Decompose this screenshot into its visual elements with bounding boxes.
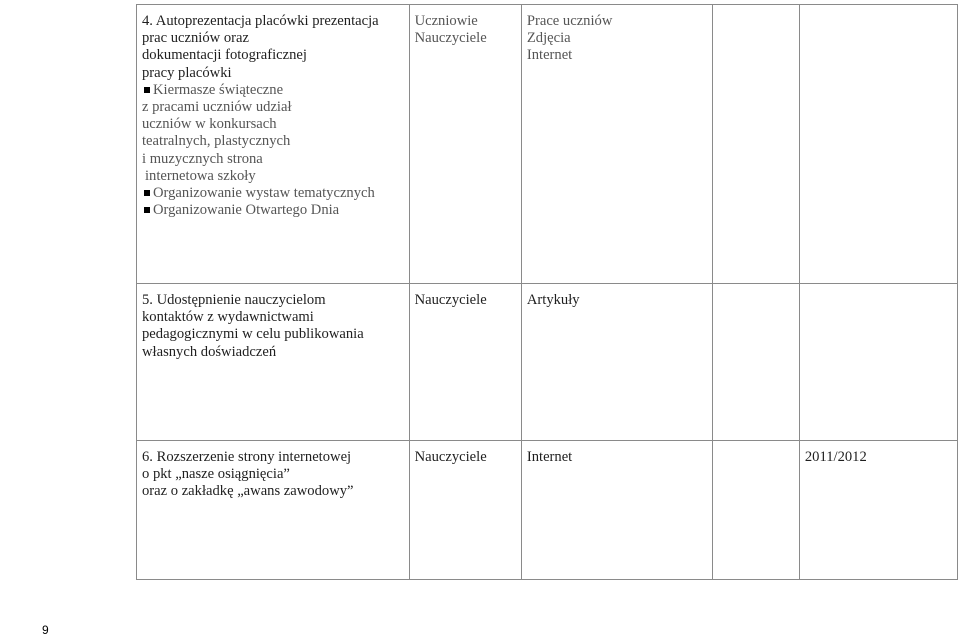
- deadline-cell: [712, 441, 799, 580]
- notes-cell: [799, 284, 957, 441]
- activity-line: z pracami uczniów udział: [142, 99, 292, 116]
- notes-cell: [799, 441, 957, 580]
- activity-line: uczniów w konkursach: [142, 116, 277, 133]
- activity-line: 4. Autoprezentacja placówki prezentacja: [142, 13, 379, 29]
- table-row: [137, 284, 958, 441]
- means-line: Internet: [526, 449, 573, 465]
- means-line: Artykuły: [526, 292, 580, 308]
- responsible-line: Nauczyciele: [414, 30, 487, 47]
- activity-line: własnych doświadczeń: [142, 343, 277, 360]
- bullet-item: Organizowanie Otwartego Dnia: [142, 202, 404, 219]
- activity-line: dokumentacji fotograficznej: [142, 47, 307, 64]
- activity-line: pracy placówki: [142, 64, 232, 81]
- activity-line: prac uczniów oraz: [142, 30, 249, 47]
- responsible-line: Nauczyciele: [414, 449, 487, 465]
- activity-line: kontaktów z wydawnictwami: [142, 309, 314, 326]
- notes-cell: [799, 5, 957, 284]
- responsible-line: Nauczyciele: [414, 292, 487, 308]
- activity-line: oraz o zakładkę „awans zawodowy”: [142, 483, 354, 500]
- page-number: 9: [42, 623, 49, 637]
- activity-cell: [137, 284, 410, 441]
- table-row: [137, 5, 958, 284]
- bullet-item: Organizowanie wystaw tematycznych: [142, 185, 404, 202]
- activity-line: teatralnych, plastycznych: [142, 133, 291, 150]
- means-line: Zdjęcia: [526, 30, 571, 47]
- deadline-cell: [712, 284, 799, 441]
- activity-cell: [137, 441, 410, 580]
- responsible-line: Uczniowie: [414, 13, 478, 29]
- activity-line: 6. Rozszerzenie strony internetowej: [142, 449, 352, 465]
- deadline-text: 2011/2012: [804, 449, 867, 465]
- responsible-cell: [409, 5, 521, 284]
- means-line: Internet: [526, 47, 573, 64]
- activity-line: 5. Udostępnienie nauczycielom: [142, 292, 326, 308]
- activity-line: pedagogicznymi w celu publikowania: [142, 326, 364, 343]
- means-cell: [521, 441, 712, 580]
- means-cell: [521, 5, 712, 284]
- bullet-item: Kiermasze świąteczne: [142, 82, 404, 99]
- activity-line: o pkt „nasze osiągnięcia”: [142, 466, 290, 483]
- activity-line: i muzycznych strona: [142, 150, 263, 167]
- means-line: Prace uczniów: [526, 13, 613, 29]
- activity-cell: [137, 5, 410, 284]
- means-cell: [521, 284, 712, 441]
- table-row: [137, 441, 958, 580]
- plan-table: [136, 4, 958, 580]
- responsible-cell: [409, 284, 521, 441]
- activity-line: internetowa szkoły: [145, 167, 256, 184]
- responsible-cell: [409, 441, 521, 580]
- deadline-cell: [712, 5, 799, 284]
